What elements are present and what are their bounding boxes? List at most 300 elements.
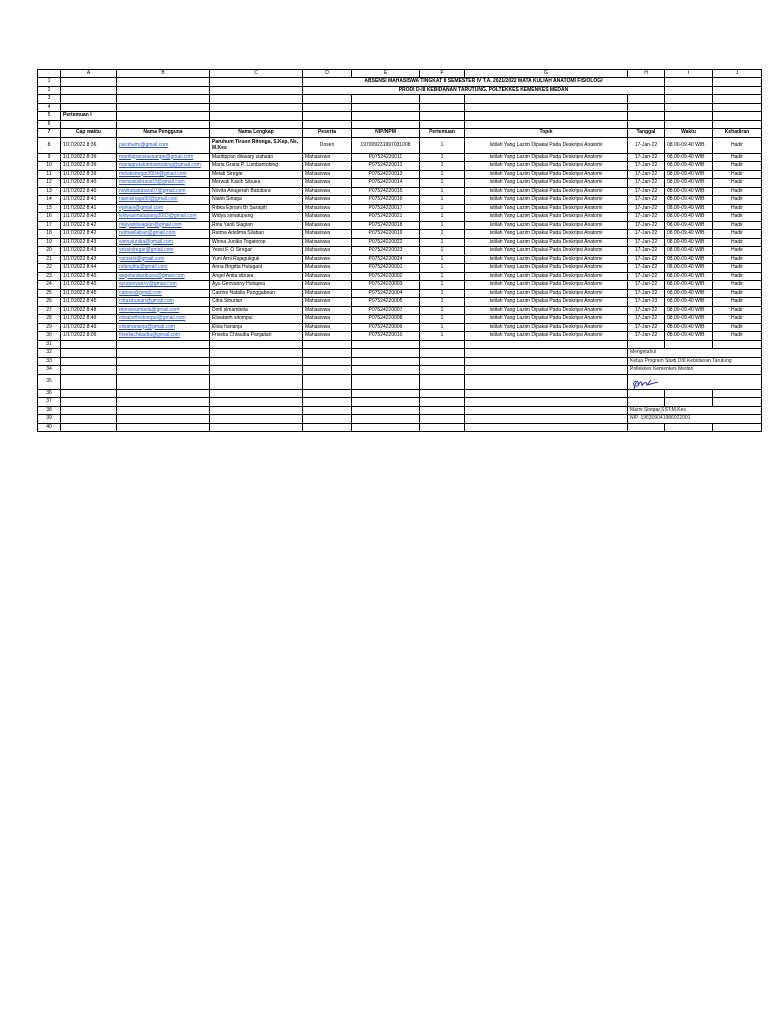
cell	[303, 406, 352, 415]
cell	[665, 103, 713, 112]
sheet-row	[38, 340, 762, 349]
meeting-number-cell: 1	[420, 137, 465, 153]
cell	[210, 357, 303, 366]
full-name-cell: Rutma Adelima Silaban	[210, 230, 303, 239]
topic-cell: Istilah Yang Lazim Dipakai Pada Deskripsi Anatomi	[465, 323, 628, 332]
participant-type-cell: Mahasiswa	[303, 323, 352, 332]
nip-npm-cell: P07524220002	[352, 272, 420, 281]
nip-npm-cell: P07524220010	[352, 332, 420, 341]
cell	[303, 340, 352, 349]
cell	[465, 389, 628, 398]
row-number: 6	[38, 120, 61, 129]
cell	[303, 349, 352, 358]
table-row	[38, 221, 762, 230]
table-row	[38, 281, 762, 290]
meeting-number-cell: 1	[420, 196, 465, 205]
date-cell: 17-Jan-22	[628, 137, 665, 153]
row-number: 33	[38, 357, 61, 366]
meeting-number-cell: 1	[420, 153, 465, 162]
date-cell: 17-Jan-22	[628, 255, 665, 264]
cell	[420, 423, 465, 432]
cell	[628, 340, 665, 349]
date-cell: 17-Jan-22	[628, 272, 665, 281]
cell	[352, 112, 420, 121]
nip-npm-cell: P07524220012	[352, 162, 420, 171]
topic-cell: Istilah Yang Lazim Dipakai Pada Deskripsi Anatomi	[465, 137, 628, 153]
time-cell: 08.00-09.40 WIB	[665, 230, 713, 239]
date-cell: 17-Jan-22	[628, 187, 665, 196]
nip-npm-cell: P07524220007	[352, 306, 420, 315]
user-email-link[interactable]: winnajunika@gmail.com	[117, 238, 210, 247]
cell	[210, 366, 303, 375]
attendance-cell: Hadir	[713, 332, 762, 341]
cell	[713, 389, 762, 398]
timestamp-cell: 1/17/2022 8:49	[61, 315, 117, 324]
row-number: 3	[38, 95, 61, 104]
attendance-sheet	[37, 69, 762, 432]
cell	[465, 103, 628, 112]
sheet-row	[38, 95, 762, 104]
full-name-cell: Catrine Natalia Panggabean	[210, 289, 303, 298]
user-email-link[interactable]: rutmasilaban@gmail.com	[117, 230, 210, 239]
participant-type-cell: Mahasiswa	[303, 264, 352, 273]
full-name-cell: Yuni Arni Rajagukguk	[210, 255, 303, 264]
time-cell: 08.00-09.40 WIB	[665, 238, 713, 247]
full-name-cell: Elisabeth sitompul	[210, 315, 303, 324]
row-number: 28	[38, 315, 61, 324]
column-header: Pertemuan	[420, 129, 465, 138]
column-letter: G	[465, 70, 628, 78]
full-name-cell: Merwati Kasih Sibuea	[210, 179, 303, 188]
timestamp-cell: 1/17/2022 8:43	[61, 238, 117, 247]
cell	[61, 340, 117, 349]
topic-cell: Istilah Yang Lazim Dipakai Pada Deskripsi Anatomi	[465, 187, 628, 196]
cell	[352, 406, 420, 415]
nip-npm-cell: P07524220024	[352, 255, 420, 264]
user-email-link[interactable]: mardippanslaesanpe@gmail.com	[117, 153, 210, 162]
table-row	[38, 289, 762, 298]
full-name-cell: Winna Junika Togatorop	[210, 238, 303, 247]
topic-cell: Istilah Yang Lazim Dipakai Pada Deskripsi Anatomi	[465, 170, 628, 179]
full-name-cell: Angel Anita sibuea	[210, 272, 303, 281]
nip-npm-cell: P07524220022	[352, 238, 420, 247]
nip-npm-cell: P07524220011	[352, 153, 420, 162]
attendance-cell: Hadir	[713, 179, 762, 188]
user-email-link[interactable]: epriiani@gmail.com	[117, 204, 210, 213]
participant-type-cell: Mahasiswa	[303, 187, 352, 196]
cell	[210, 103, 303, 112]
cell	[210, 406, 303, 415]
row-number: 21	[38, 255, 61, 264]
cell	[210, 415, 303, 424]
column-letter: B	[117, 70, 210, 78]
meeting-number-cell: 1	[420, 255, 465, 264]
table-row	[38, 255, 762, 264]
sheet-row	[38, 406, 762, 415]
participant-type-cell: Mahasiswa	[303, 162, 352, 171]
column-header: Cap waktu	[61, 129, 117, 138]
user-email-link[interactable]: ayugeovanny@gmail.com	[117, 281, 210, 290]
attendance-cell: Hadir	[713, 315, 762, 324]
full-name-cell: Ayu Geovanny Hutapea	[210, 281, 303, 290]
nip-npm-cell: P07524220014	[352, 179, 420, 188]
user-email-link[interactable]: friseliachlaudia@gmail.com	[117, 332, 210, 341]
participant-type-cell: Dosen	[303, 137, 352, 153]
row-number: 32	[38, 349, 61, 358]
row-number: 27	[38, 306, 61, 315]
table-row	[38, 153, 762, 162]
table-row	[38, 179, 762, 188]
column-header: Nama Pengguna	[117, 129, 210, 138]
column-header: Topik	[465, 129, 628, 138]
cell	[303, 389, 352, 398]
cell	[420, 95, 465, 104]
topic-cell: Istilah Yang Lazim Dipakai Pada Deskripsi Anatomi	[465, 289, 628, 298]
table-row	[38, 213, 762, 222]
timestamp-cell: 1/17/2022 8:43	[61, 255, 117, 264]
meeting-number-cell: 1	[420, 332, 465, 341]
time-cell: 08.00-09.40 WIB	[665, 332, 713, 341]
sheet-row	[38, 78, 762, 87]
cell	[210, 349, 303, 358]
cell	[303, 374, 352, 389]
cell	[210, 86, 303, 95]
time-cell: 08.00-09.40 WIB	[665, 264, 713, 273]
cell	[61, 389, 117, 398]
time-cell: 08.00-09.40 WIB	[665, 272, 713, 281]
attendance-cell: Hadir	[713, 298, 762, 307]
row-number: 19	[38, 238, 61, 247]
user-email-link[interactable]: elisabethsitompul@gmail.com	[117, 315, 210, 324]
cell	[61, 103, 117, 112]
topic-cell: Istilah Yang Lazim Dipakai Pada Deskripsi Anatomi	[465, 221, 628, 230]
topic-cell: Istilah Yang Lazim Dipakai Pada Deskripsi Anatomi	[465, 281, 628, 290]
row-number: 2	[38, 86, 61, 95]
attendance-cell: Hadir	[713, 162, 762, 171]
user-email-link[interactable]: yessisiregar@gmail.com	[117, 247, 210, 256]
participant-type-cell: Mahasiswa	[303, 281, 352, 290]
cell	[465, 398, 628, 407]
timestamp-cell: 1/17/2022 8:48	[61, 306, 117, 315]
user-email-link[interactable]: elisaharianja@gmail.com	[117, 323, 210, 332]
cell	[210, 340, 303, 349]
full-name-cell: Anna Brigitta Hutagaol	[210, 264, 303, 273]
sheet-row	[38, 120, 762, 129]
cell	[117, 103, 210, 112]
nip-npm-cell: P07524220009	[352, 323, 420, 332]
time-cell: 08.00-09.40 WIB	[665, 247, 713, 256]
full-name-cell: Melati Siregar	[210, 170, 303, 179]
meeting-number-cell: 1	[420, 272, 465, 281]
sheet-row	[38, 357, 762, 366]
cell	[465, 112, 628, 121]
cell	[117, 423, 210, 432]
row-number: 26	[38, 298, 61, 307]
timestamp-cell: 1/17/2022 8:36	[61, 137, 117, 153]
timestamp-cell: 1/17/2022 8:41	[61, 204, 117, 213]
cell	[713, 86, 762, 95]
time-cell: 08.00-09.40 WIB	[665, 196, 713, 205]
nip-npm-cell: P07524220005	[352, 298, 420, 307]
cell	[117, 374, 210, 389]
attendance-cell: Hadir	[713, 196, 762, 205]
row-number: 37	[38, 398, 61, 407]
cell	[352, 374, 420, 389]
cell	[61, 406, 117, 415]
user-email-link[interactable]: angelanitasibuea@gmail.com	[117, 272, 210, 281]
row-number: 5	[38, 112, 61, 121]
meeting-number-cell: 1	[420, 179, 465, 188]
attendance-cell: Hadir	[713, 187, 762, 196]
meeting-number-cell: 1	[420, 289, 465, 298]
table-row	[38, 264, 762, 273]
cell	[352, 103, 420, 112]
participant-type-cell: Mahasiswa	[303, 289, 352, 298]
cell	[465, 349, 628, 358]
column-letter: F	[420, 70, 465, 78]
topic-cell: Istilah Yang Lazim Dipakai Pada Deskripsi Anatomi	[465, 230, 628, 239]
topic-cell: Istilah Yang Lazim Dipakai Pada Deskripsi Anatomi	[465, 315, 628, 324]
cell	[61, 374, 117, 389]
attendance-cell: Hadir	[713, 137, 762, 153]
nip-npm-cell: P07524220021	[352, 213, 420, 222]
attendance-cell: Hadir	[713, 247, 762, 256]
timestamp-cell: 1/17/2022 8:44	[61, 264, 117, 273]
attendance-cell: Hadir	[713, 204, 762, 213]
participant-type-cell: Mahasiswa	[303, 213, 352, 222]
full-name-cell: Dorli simambela	[210, 306, 303, 315]
cell	[210, 78, 303, 87]
user-email-link[interactable]: catrine@gmail.com	[117, 289, 210, 298]
participant-type-cell: Mahasiswa	[303, 204, 352, 213]
cell	[628, 95, 665, 104]
timestamp-cell: 1/17/2022 8:42	[61, 213, 117, 222]
date-cell: 17-Jan-22	[628, 213, 665, 222]
timestamp-cell: 1/17/2022 8:45	[61, 289, 117, 298]
cell	[465, 374, 628, 389]
timestamp-cell: 1/17/2022 8:41	[61, 196, 117, 205]
cell	[465, 95, 628, 104]
cell	[303, 366, 352, 375]
sheet-row	[38, 86, 762, 95]
cell	[117, 415, 210, 424]
cell	[420, 398, 465, 407]
participant-type-cell: Mahasiswa	[303, 272, 352, 281]
table-row	[38, 162, 762, 171]
participant-type-cell: Mahasiswa	[303, 196, 352, 205]
user-email-link[interactable]: merwatisibuea03@gmail.com	[117, 179, 210, 188]
column-letters-row	[38, 70, 762, 78]
date-cell: 17-Jan-22	[628, 204, 665, 213]
cell	[465, 423, 628, 432]
user-email-link[interactable]: yuniarni@gmail.com	[117, 255, 210, 264]
row-number: 34	[38, 366, 61, 375]
table-row	[38, 204, 762, 213]
meeting-number-cell: 1	[420, 298, 465, 307]
table-row	[38, 315, 762, 324]
meeting-number-cell: 1	[420, 247, 465, 256]
timestamp-cell: 1/17/2022 8:09	[61, 332, 117, 341]
timestamp-cell: 1/17/2022 8:39	[61, 153, 117, 162]
user-email-link[interactable]: nnbrigitta@gmail.com	[117, 264, 210, 273]
full-name-cell: Mardippan dilasary siahaan	[210, 153, 303, 162]
topic-cell: Istilah Yang Lazim Dipakai Pada Deskripsi Anatomi	[465, 213, 628, 222]
cell	[61, 78, 117, 87]
cell	[303, 398, 352, 407]
time-cell: 08.00-09.40 WIB	[665, 323, 713, 332]
user-email-link[interactable]: widyasimatupang2003@gmail.com	[117, 213, 210, 222]
cell	[665, 423, 713, 432]
timestamp-cell: 1/17/2022 8:49	[61, 323, 117, 332]
sheet-row	[38, 366, 762, 375]
timestamp-cell: 1/17/2022 8:40	[61, 179, 117, 188]
attendance-cell: Hadir	[713, 306, 762, 315]
head-of-program-label: Ketua Program Studi DIII Kebidanan Tarutung	[628, 357, 762, 366]
cell	[665, 340, 713, 349]
cell	[420, 357, 465, 366]
nip-npm-cell: P07524220016	[352, 196, 420, 205]
cell	[61, 357, 117, 366]
topic-cell: Istilah Yang Lazim Dipakai Pada Deskripsi Anatomi	[465, 179, 628, 188]
row-number: 24	[38, 281, 61, 290]
corner-cell	[38, 70, 61, 78]
cell	[352, 389, 420, 398]
column-letter: I	[665, 70, 713, 78]
cell	[117, 398, 210, 407]
row-number: 12	[38, 179, 61, 188]
user-email-link[interactable]: dorisimambela@gmail.com	[117, 306, 210, 315]
attendance-cell: Hadir	[713, 221, 762, 230]
date-cell: 17-Jan-22	[628, 332, 665, 341]
cell	[117, 95, 210, 104]
table-row	[38, 306, 762, 315]
cell	[465, 415, 628, 424]
cell	[61, 415, 117, 424]
timestamp-cell: 1/17/2022 8:45	[61, 281, 117, 290]
date-cell: 17-Jan-22	[628, 170, 665, 179]
nip-npm-cell: P07524220018	[352, 221, 420, 230]
cell	[420, 406, 465, 415]
cell	[303, 95, 352, 104]
user-email-link[interactable]: citrasiburian@gmail.com	[117, 298, 210, 307]
column-letter: C	[210, 70, 303, 78]
row-number: 9	[38, 153, 61, 162]
meeting-number-cell: 1	[420, 162, 465, 171]
full-name-cell: Friselia Chlaudia Panjaitan	[210, 332, 303, 341]
timestamp-cell: 1/17/2022 8:42	[61, 230, 117, 239]
cell	[713, 95, 762, 104]
cell	[303, 415, 352, 424]
user-email-link[interactable]: melatisiregar2004@gmail.com	[117, 170, 210, 179]
nip-npm-cell: P07524220004	[352, 289, 420, 298]
sheet-subtitle: PRODI D-III KEBIDANAN TARUTUNG, POLTEKKES KEMENKES MEDAN	[303, 86, 665, 95]
cell	[665, 86, 713, 95]
date-cell: 17-Jan-22	[628, 281, 665, 290]
row-number: 38	[38, 406, 61, 415]
topic-cell: Istilah Yang Lazim Dipakai Pada Deskripsi Anatomi	[465, 264, 628, 273]
topic-cell: Istilah Yang Lazim Dipakai Pada Deskripsi Anatomi	[465, 238, 628, 247]
participant-type-cell: Mahasiswa	[303, 315, 352, 324]
row-number: 4	[38, 103, 61, 112]
cell	[117, 340, 210, 349]
row-number: 31	[38, 340, 61, 349]
nip-npm-cell: P07524220017	[352, 204, 420, 213]
time-cell: 08.00-09.40 WIB	[665, 213, 713, 222]
cell	[352, 95, 420, 104]
table-row	[38, 170, 762, 179]
row-number: 39	[38, 415, 61, 424]
user-email-link[interactable]: rinayantisiagian@gmail.com	[117, 221, 210, 230]
cell	[117, 349, 210, 358]
nip-npm-cell: P07524220019	[352, 230, 420, 239]
cell	[713, 103, 762, 112]
row-number: 29	[38, 323, 61, 332]
sheet-row	[38, 415, 762, 424]
nip-npm-cell: P07524220015	[352, 187, 420, 196]
signatory-nip: NIP. 196309041986022001	[628, 415, 762, 424]
cell	[61, 86, 117, 95]
time-cell: 08.00-09.40 WIB	[665, 255, 713, 264]
user-email-link[interactable]: paruhumr@gmail.com	[117, 137, 210, 153]
cell	[117, 366, 210, 375]
cell	[352, 415, 420, 424]
topic-cell: Istilah Yang Lazim Dipakai Pada Deskripsi Anatomi	[465, 255, 628, 264]
time-cell: 08.00-09.40 WIB	[665, 153, 713, 162]
sheet-row	[38, 374, 762, 389]
row-number: 17	[38, 221, 61, 230]
cell	[61, 398, 117, 407]
row-number: 35	[38, 374, 61, 389]
cell	[61, 120, 117, 129]
cell	[465, 357, 628, 366]
table-row	[38, 238, 762, 247]
cell	[420, 374, 465, 389]
row-number: 20	[38, 247, 61, 256]
time-cell: 08.00-09.40 WIB	[665, 221, 713, 230]
time-cell: 08.00-09.40 WIB	[665, 281, 713, 290]
participant-type-cell: Mahasiswa	[303, 179, 352, 188]
cell	[303, 112, 352, 121]
cell	[352, 366, 420, 375]
cell	[420, 112, 465, 121]
date-cell: 17-Jan-22	[628, 230, 665, 239]
cell	[117, 406, 210, 415]
cell	[420, 366, 465, 375]
row-number: 36	[38, 389, 61, 398]
topic-cell: Istilah Yang Lazim Dipakai Pada Deskripsi Anatomi	[465, 272, 628, 281]
cell	[665, 389, 713, 398]
user-email-link[interactable]: novitabatubara07@gmail.com	[117, 187, 210, 196]
user-email-link[interactable]: nianisinaga90@gmail.com	[117, 196, 210, 205]
nip-npm-cell: P07524220003	[352, 281, 420, 290]
cell	[420, 340, 465, 349]
time-cell: 08.00-09.40 WIB	[665, 137, 713, 153]
topic-cell: Istilah Yang Lazim Dipakai Pada Deskripsi Anatomi	[465, 306, 628, 315]
full-name-cell: Ribka Epriani Br Saragih	[210, 204, 303, 213]
column-letter: E	[352, 70, 420, 78]
meeting-label: Pertemuan I	[61, 112, 117, 121]
user-email-link[interactable]: mariagretalumbantobing@gmail.com	[117, 162, 210, 171]
cell	[61, 349, 117, 358]
date-cell: 17-Jan-22	[628, 162, 665, 171]
cell	[352, 349, 420, 358]
cell	[465, 340, 628, 349]
meeting-number-cell: 1	[420, 221, 465, 230]
timestamp-cell: 1/17/2022 8:45	[61, 298, 117, 307]
cell	[210, 374, 303, 389]
participant-type-cell: Mahasiswa	[303, 230, 352, 239]
meeting-number-cell: 1	[420, 213, 465, 222]
